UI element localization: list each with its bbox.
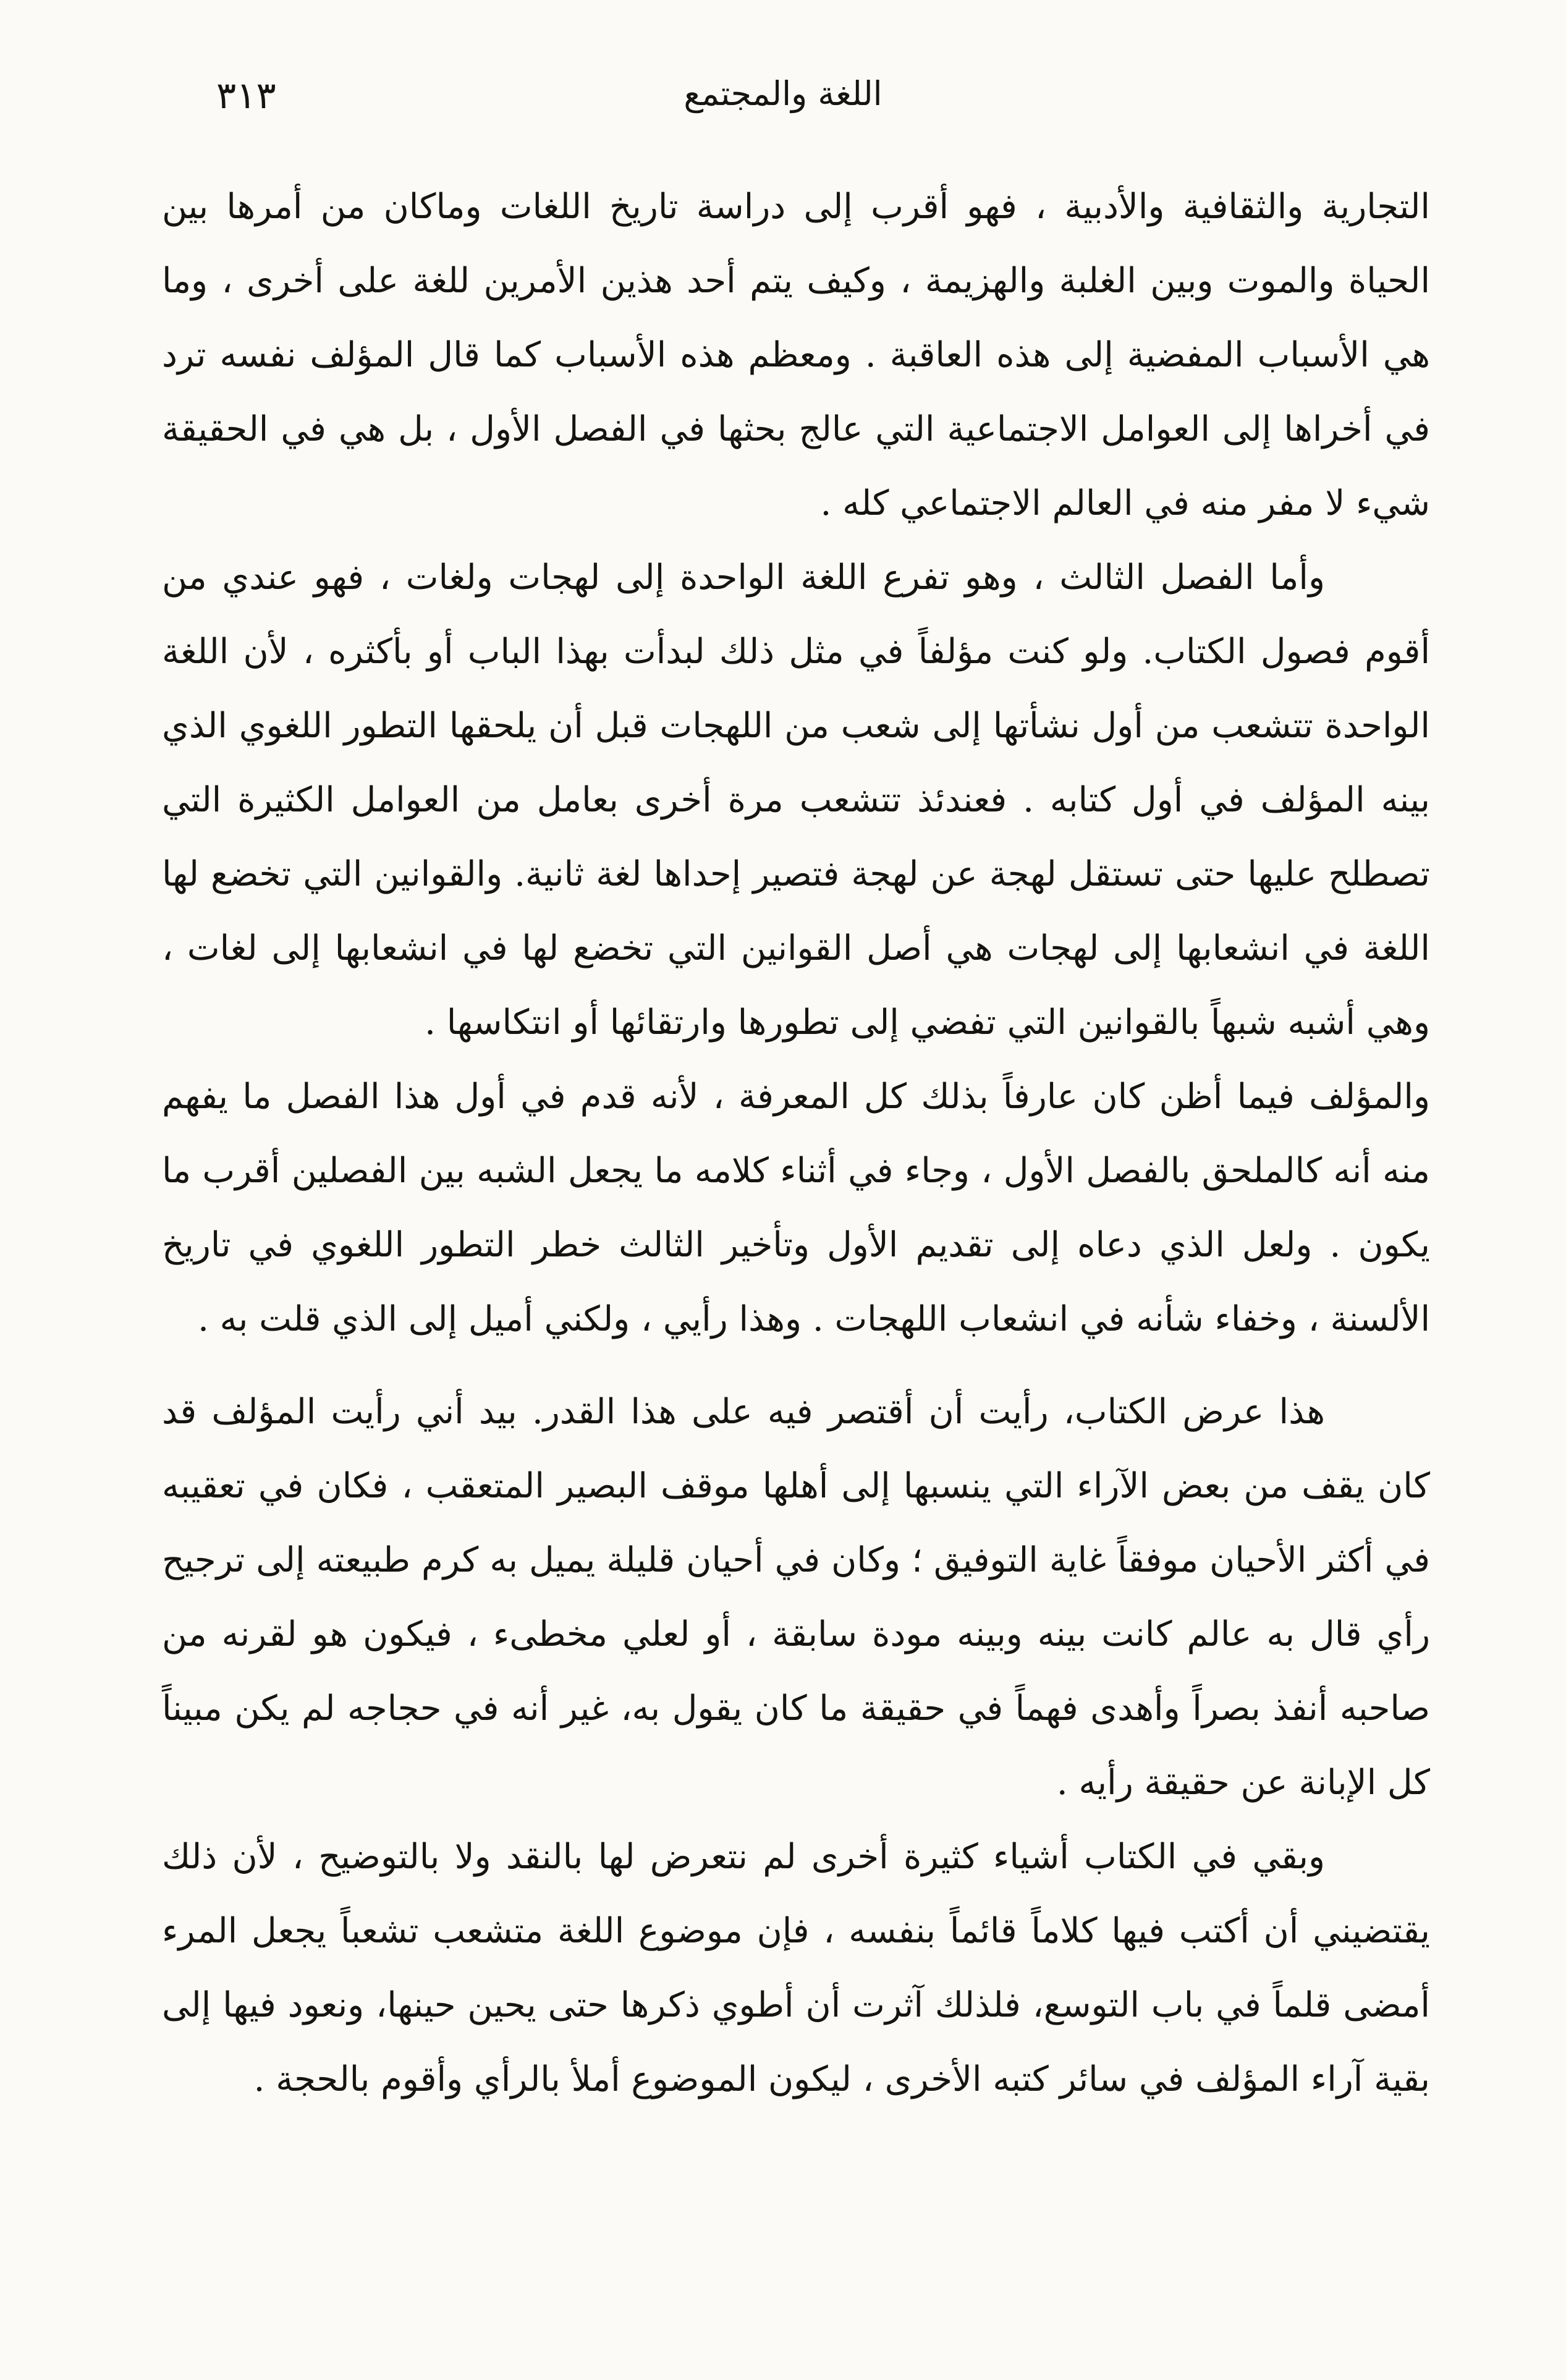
paragraph-1: التجارية والثقافية والأدبية ، فهو أقرب إلى دراسة تاريخ اللغات وماكان من أمرها بين الحياة والموت وبين الغلبة والهزيمة ، وكيف يتم أحد هذين الأمرين للغة على أخرى ، وما هي الأسباب المفضية إلى هذه العاقبة . ومعظم هذه الأسباب كما قال المؤلف نفسه ترد في أخراها إلى العوامل الاجتماعية التي عالج بحثها في الفصل الأول ، بل هي في الحقيقة شيء لا مفر منه في العالم الاجتماعي كله .	[162, 187, 1430, 523]
paragraph-5: وبقي في الكتاب أشياء كثيرة أخرى لم نتعرض لها بالنقد ولا بالتوضيح ، لأن ذلك يقتضيني أن أكتب فيها كلاماً قائماً بنفسه ، فإن موضوع اللغة متشعب تشعباً يجعل المرء أمضى قلماً في باب التوسع، فلذلك آثرت أن أطوي ذكرها حتى يحين حينها، ونعود فيها إلى بقية آراء المؤلف في سائر كتبه الأخرى ، ليكون الموضوع أملأ بالرأي وأقوم بالحجة .	[162, 1837, 1430, 2099]
page-number: ٣١٣	[216, 74, 276, 117]
paragraph-2: وأما الفصل الثالث ، وهو تفرع اللغة الواحدة إلى لهجات ولغات ، فهو عندي من أقوم فصول الكتاب. ولو كنت مؤلفاً في مثل ذلك لبدأت بهذا الباب أو بأكثره ، لأن اللغة الواحدة تتشعب من أول نشأتها إلى شعب من اللهجات قبل أن يلحقها التطور اللغوي الذي بينه المؤلف في أول كتابه . فعندئذ تتشعب مرة أخرى بعامل من العوامل الكثيرة التي تصطلح عليها حتى تستقل لهجة عن لهجة فتصير إحداها لغة ثانية. والقوانين التي تخضع لها اللغة في انشعابها إلى لهجات هي أصل القوانين التي تخضع لها في انشعابها إلى لغات ، وهي أشبه شبهاً بالقوانين التي تفضي إلى تطورها وارتقائها أو انتكاسها .	[162, 557, 1430, 1043]
body-text	[162, 170, 1430, 2117]
page-header	[142, 74, 1424, 151]
running-title: اللغة والمجتمع	[684, 74, 882, 113]
paragraph-4: هذا عرض الكتاب، رأيت أن أقتصر فيه على هذا القدر. بيد أني رأيت المؤلف قد كان يقف من بعض الآراء التي ينسبها إلى أهلها موقف البصير المتعقب ، فكان في تعقيبه في أكثر الأحيان موفقاً غاية التوفيق ؛ وكان في أحيان قليلة يميل به كرم طبيعته إلى ترجيح رأي قال به عالم كانت بينه وبينه مودة سابقة ، أو لعلي مخطىء ، فيكون هو لقرنه من صاحبه أنفذ بصراً وأهدى فهماً في حقيقة ما كان يقول به، غير أنه في حجاجه لم يكن مبيناً كل الإبانة عن حقيقة رأيه .	[162, 1392, 1430, 1803]
paragraph-3: والمؤلف فيما أظن كان عارفاً بذلك كل المعرفة ، لأنه قدم في أول هذا الفصل ما يفهم منه أنه كالملحق بالفصل الأول ، وجاء في أثناء كلامه ما يجعل الشبه بين الفصلين أقرب ما يكون . ولعل الذي دعاه إلى تقديم الأول وتأخير الثالث خطر التطور اللغوي في تاريخ الألسنة ، وخفاء شأنه في انشعاب اللهجات . وهذا رأيي ، ولكني أميل إلى الذي قلت به .	[162, 1077, 1430, 1339]
